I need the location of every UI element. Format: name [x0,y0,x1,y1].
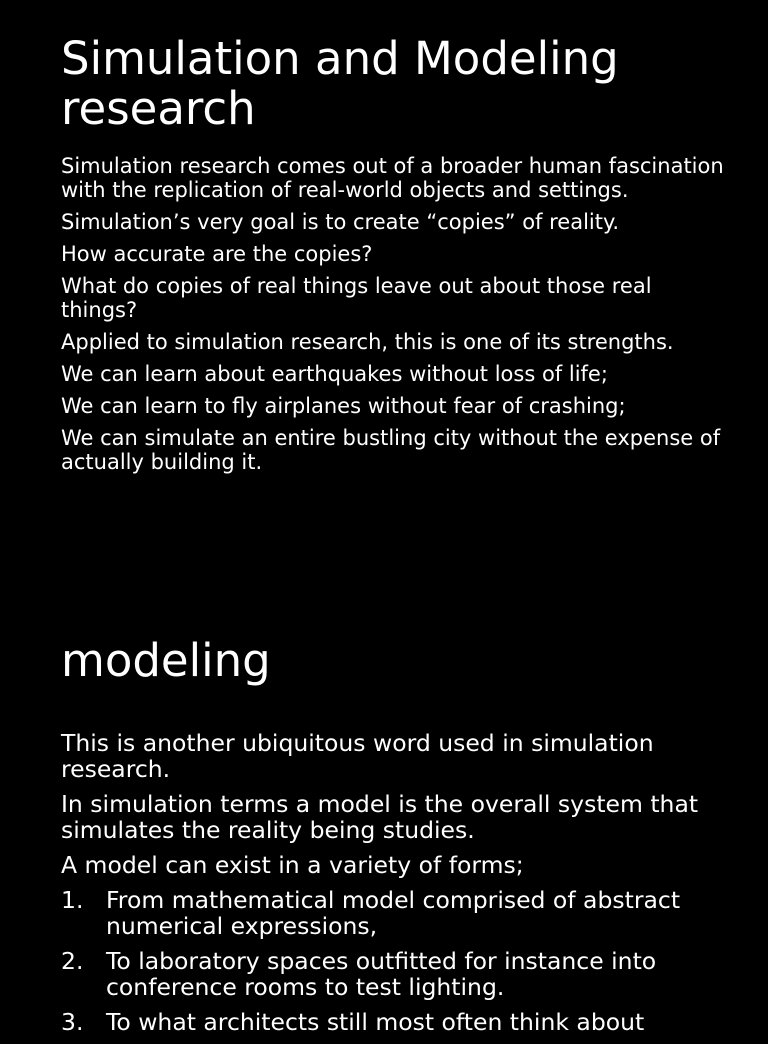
slide-simulation-and-modeling [61,34,728,482]
list-item-number: 1. [61,886,84,914]
list-item-text: From mathematical model comprised of abstract numerical expressions, [106,886,681,940]
body-paragraph: What do copies of real things leave out about those real things? [61,274,652,322]
body-paragraph: We can simulate an entire bustling city without the expense of actually building it. [61,426,721,474]
list-item-text: To laboratory spaces outfitted for instance into conference rooms to test lighting. [106,947,657,1001]
body-paragraph: We can learn about earthquakes without loss of life; [61,362,608,386]
body-paragraph: A model can exist in a variety of forms; [61,851,524,879]
body-paragraph: We can learn to fly airplanes without fear of crashing; [61,394,626,418]
body-paragraph: Simulation research comes out of a broader human fascination with the replication of real-world objects and settings. [61,154,724,202]
list-item-number: 3. [61,1008,84,1036]
body-paragraph: This is another ubiquitous word used in simulation research. [61,729,654,783]
slide-title: modeling [61,634,271,687]
list-item-number: 2. [61,947,84,975]
slide-modeling [61,636,728,1044]
body-paragraph: Simulation’s very goal is to create “copies” of reality. [61,210,620,234]
list-item-text: To what architects still most often think about [106,1008,645,1036]
list-item [61,948,728,1000]
slide-title: Simulation and Modeling research [61,32,619,135]
list-item [61,887,728,939]
body-paragraph: Applied to simulation research, this is one of its strengths. [61,330,674,354]
list-item [61,1009,728,1035]
numbered-list [61,887,728,1035]
body-paragraph: How accurate are the copies? [61,242,373,266]
body-paragraph: In simulation terms a model is the overall system that simulates the reality being studies. [61,790,699,844]
